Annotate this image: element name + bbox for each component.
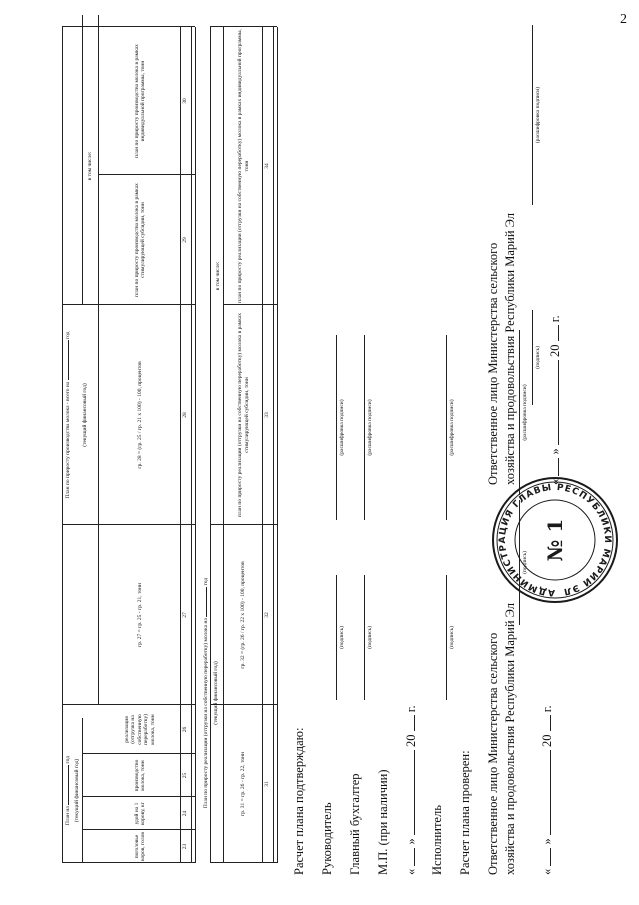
date-open-quote: « bbox=[404, 868, 418, 875]
col-30: план по приросту производства молока в рамках индивидуальной программы, тонн bbox=[133, 44, 146, 158]
executor-label: Исполнитель bbox=[430, 805, 444, 875]
col-num: 28 bbox=[182, 412, 189, 418]
col-num: 31 bbox=[264, 781, 271, 787]
signature-caption: (подпись) bbox=[535, 346, 541, 369]
stamp-ring-text: АДМИНИСТРАЦИЯ ГЛАВЫ РЕСПУБЛИКИ МАРИЙ ЭЛ bbox=[497, 482, 613, 598]
col-27: гр. 27 = гр. 25 - гр. 21, тонн bbox=[136, 583, 143, 647]
plan-year-label: год bbox=[65, 755, 71, 764]
col-34: план по приросту реализации (отгрузки на собственную переработку) молока в рамках индивидуальной программы, тонн bbox=[237, 29, 250, 303]
decoding-caption: (расшифровка подписи) bbox=[535, 86, 541, 144]
sales-year-label: год bbox=[203, 577, 209, 586]
chief-accountant-label: Главный бухгалтер bbox=[348, 773, 362, 875]
col-32: гр. 32 = (гр. 26 / гр. 22 x 100) - 100, процентов bbox=[240, 561, 247, 669]
col-29: план по приросту производства молока в рамках стимулирующей субсидии, тонн bbox=[133, 183, 146, 297]
year-prefix: 20 bbox=[540, 734, 554, 747]
year-prefix: 20 bbox=[404, 734, 418, 747]
growth-year-caption: (текущий финансовый год) bbox=[82, 383, 88, 447]
sales-header-label: План по приросту реализации (отгрузки на собственную переработку) молока на bbox=[203, 618, 209, 809]
col-num: 25 bbox=[182, 772, 189, 779]
col-num: 32 bbox=[264, 612, 271, 618]
col-num: 26 bbox=[182, 726, 189, 733]
col-33: план по приросту реализации (отгрузки на собственную переработку) молока в рамках стимулирующей субсидии, тонн bbox=[237, 312, 250, 518]
col-num: 27 bbox=[182, 612, 189, 618]
decoding-caption: (расшифровка подписи) bbox=[339, 399, 345, 456]
col-31: гр. 31 = гр. 26 - гр. 22, тонн bbox=[240, 752, 247, 816]
year-suffix: г. bbox=[404, 705, 418, 713]
head-label: Руководитель bbox=[320, 802, 334, 875]
col-num: 34 bbox=[264, 163, 271, 169]
page-number: 2 bbox=[620, 12, 627, 27]
official-stamp bbox=[490, 475, 620, 605]
col-num: 30 bbox=[182, 98, 189, 104]
official-line-2-b: хозяйства и продовольствия Республики Марий Эл bbox=[503, 213, 517, 485]
date-close-quote: » bbox=[404, 838, 418, 845]
decoding-caption: (расшифровка подписи) bbox=[367, 399, 373, 456]
col-cows: поголовье коров, голов bbox=[133, 832, 146, 861]
signature-caption: (подпись) bbox=[522, 551, 528, 574]
sales-year-caption: (текущий финансовый год) bbox=[213, 661, 219, 725]
date-close-quote: » bbox=[548, 448, 562, 455]
date-close-quote: » bbox=[540, 838, 554, 845]
official-line-2: хозяйства и продовольствия Республики Марий Эл bbox=[503, 603, 517, 875]
sales-including-label: в том числе: bbox=[215, 261, 221, 291]
confirm-title: Расчет плана подтверждаю: bbox=[292, 727, 306, 875]
signature-caption: (подпись) bbox=[449, 626, 455, 649]
col-num: 23 bbox=[182, 843, 189, 850]
stamp-number: № 1 bbox=[543, 518, 567, 562]
year-suffix: г. bbox=[540, 705, 554, 713]
checked-title: Расчет плана проверен: bbox=[458, 750, 472, 875]
col-num: 24 bbox=[182, 810, 189, 817]
growth-header-label: План по приросту производства молока - всего на bbox=[65, 381, 71, 499]
col-production: производство молока, тонн bbox=[133, 759, 146, 792]
date-open-quote: « bbox=[548, 478, 562, 485]
decoding-caption: (расшифровка подписи) bbox=[522, 384, 528, 441]
official-line-1-b: Ответственное лицо Министерства сельского bbox=[486, 242, 500, 485]
stamp-seal-icon bbox=[490, 475, 620, 605]
signature-caption: (подпись) bbox=[339, 626, 345, 649]
year-suffix: г. bbox=[548, 315, 562, 323]
growth-year-label: год bbox=[65, 331, 71, 339]
col-num: 33 bbox=[264, 412, 271, 418]
col-28: гр. 28 = (гр. 25 / гр. 21 x 100) - 100, процентов bbox=[136, 361, 143, 469]
decoding-caption: (расшифровка подписи) bbox=[449, 399, 455, 456]
col-sales: реализация (отгрузка на собственную переработку) молока, тонн bbox=[123, 714, 156, 745]
col-yield: удой на 1 корову, кг bbox=[133, 802, 146, 825]
signature-caption: (подпись) bbox=[367, 626, 373, 649]
year-prefix: 20 bbox=[548, 344, 562, 357]
including-label: в том числе: bbox=[87, 151, 93, 181]
col-num: 29 bbox=[182, 237, 189, 243]
plan-header-label: План на bbox=[65, 806, 71, 826]
date-open-quote: « bbox=[540, 868, 554, 875]
official-line-1: Ответственное лицо Министерства сельского bbox=[486, 632, 500, 875]
plan-year-caption: (текущий финансовый год) bbox=[74, 758, 80, 823]
seal-label: М.П. (при наличии) bbox=[376, 769, 390, 875]
